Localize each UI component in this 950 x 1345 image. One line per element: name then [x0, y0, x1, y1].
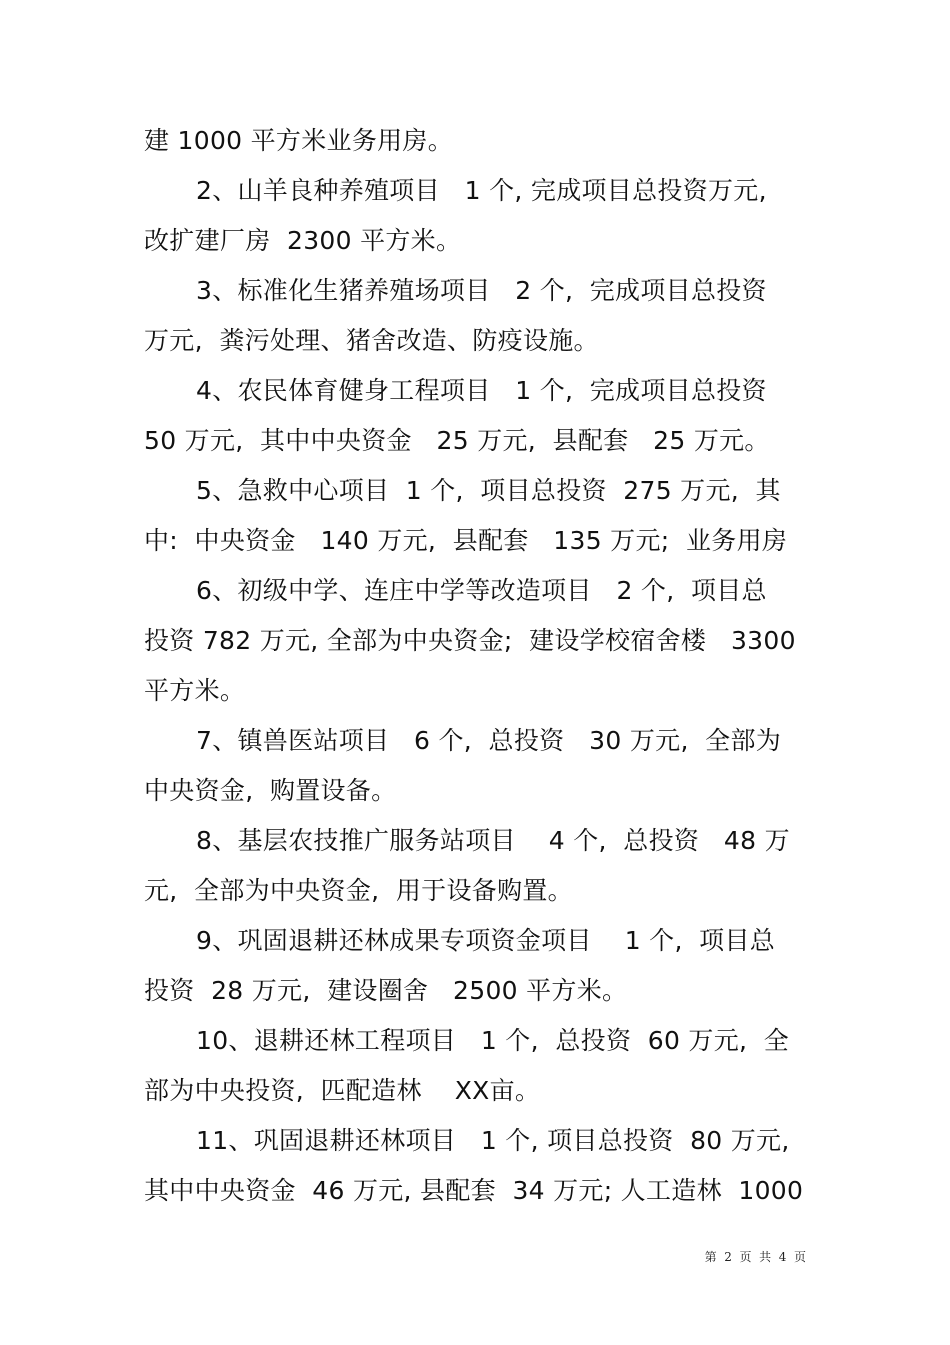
item-9-line-2: 投资 28 万元, 建设圈舍 2500 平方米。: [144, 976, 628, 1005]
page-number-footer: 第 2 页 共 4 页: [704, 1250, 806, 1264]
item-8-line-2: 元, 全部为中央资金, 用于设备购置。: [144, 876, 573, 905]
item-6-line-1: 6、初级中学、连庄中学等改造项目 2 个, 项目总: [196, 576, 767, 605]
text-line: 建 1000 平方米业务用房。: [144, 126, 454, 155]
item-5-line-1: 5、急救中心项目 1 个, 项目总投资 275 万元, 其: [196, 476, 781, 505]
item-7-line-1: 7、镇兽医站项目 6 个, 总投资 30 万元, 全部为: [196, 726, 782, 755]
item-3-line-2: 万元, 粪污处理、猪舍改造、防疫设施。: [144, 326, 599, 355]
item-2-line-2: 改扩建厂房 2300 平方米。: [144, 226, 462, 255]
item-3-line-1: 3、标准化生猪养殖场项目 2 个, 完成项目总投资: [196, 276, 767, 305]
item-2-line-1: 2、山羊良种养殖项目 1 个, 完成项目总投资万元,: [196, 176, 767, 205]
item-5-line-2: 中: 中央资金 140 万元, 县配套 135 万元; 业务用房: [144, 526, 788, 555]
item-4-line-2: 50 万元, 其中中央资金 25 万元, 县配套 25 万元。: [144, 426, 770, 455]
item-8-line-1: 8、基层农技推广服务站项目 4 个, 总投资 48 万: [196, 826, 790, 855]
item-9-line-1: 9、巩固退耕还林成果专项资金项目 1 个, 项目总: [196, 926, 776, 955]
item-6-line-2: 投资 782 万元, 全部为中央资金; 建设学校宿舍楼 3300: [144, 626, 796, 655]
item-6-line-3: 平方米。: [144, 676, 246, 705]
item-11-line-1: 11、巩固退耕还林项目 1 个, 项目总投资 80 万元,: [196, 1126, 790, 1155]
item-7-line-2: 中央资金, 购置设备。: [144, 776, 397, 805]
item-10-line-2: 部为中央投资, 匹配造林 XX亩。: [144, 1076, 541, 1105]
item-11-line-2: 其中中央资金 46 万元, 县配套 34 万元; 人工造林 1000: [144, 1176, 804, 1205]
item-4-line-1: 4、农民体育健身工程项目 1 个, 完成项目总投资: [196, 376, 767, 405]
item-10-line-1: 10、退耕还林工程项目 1 个, 总投资 60 万元, 全: [196, 1026, 790, 1055]
